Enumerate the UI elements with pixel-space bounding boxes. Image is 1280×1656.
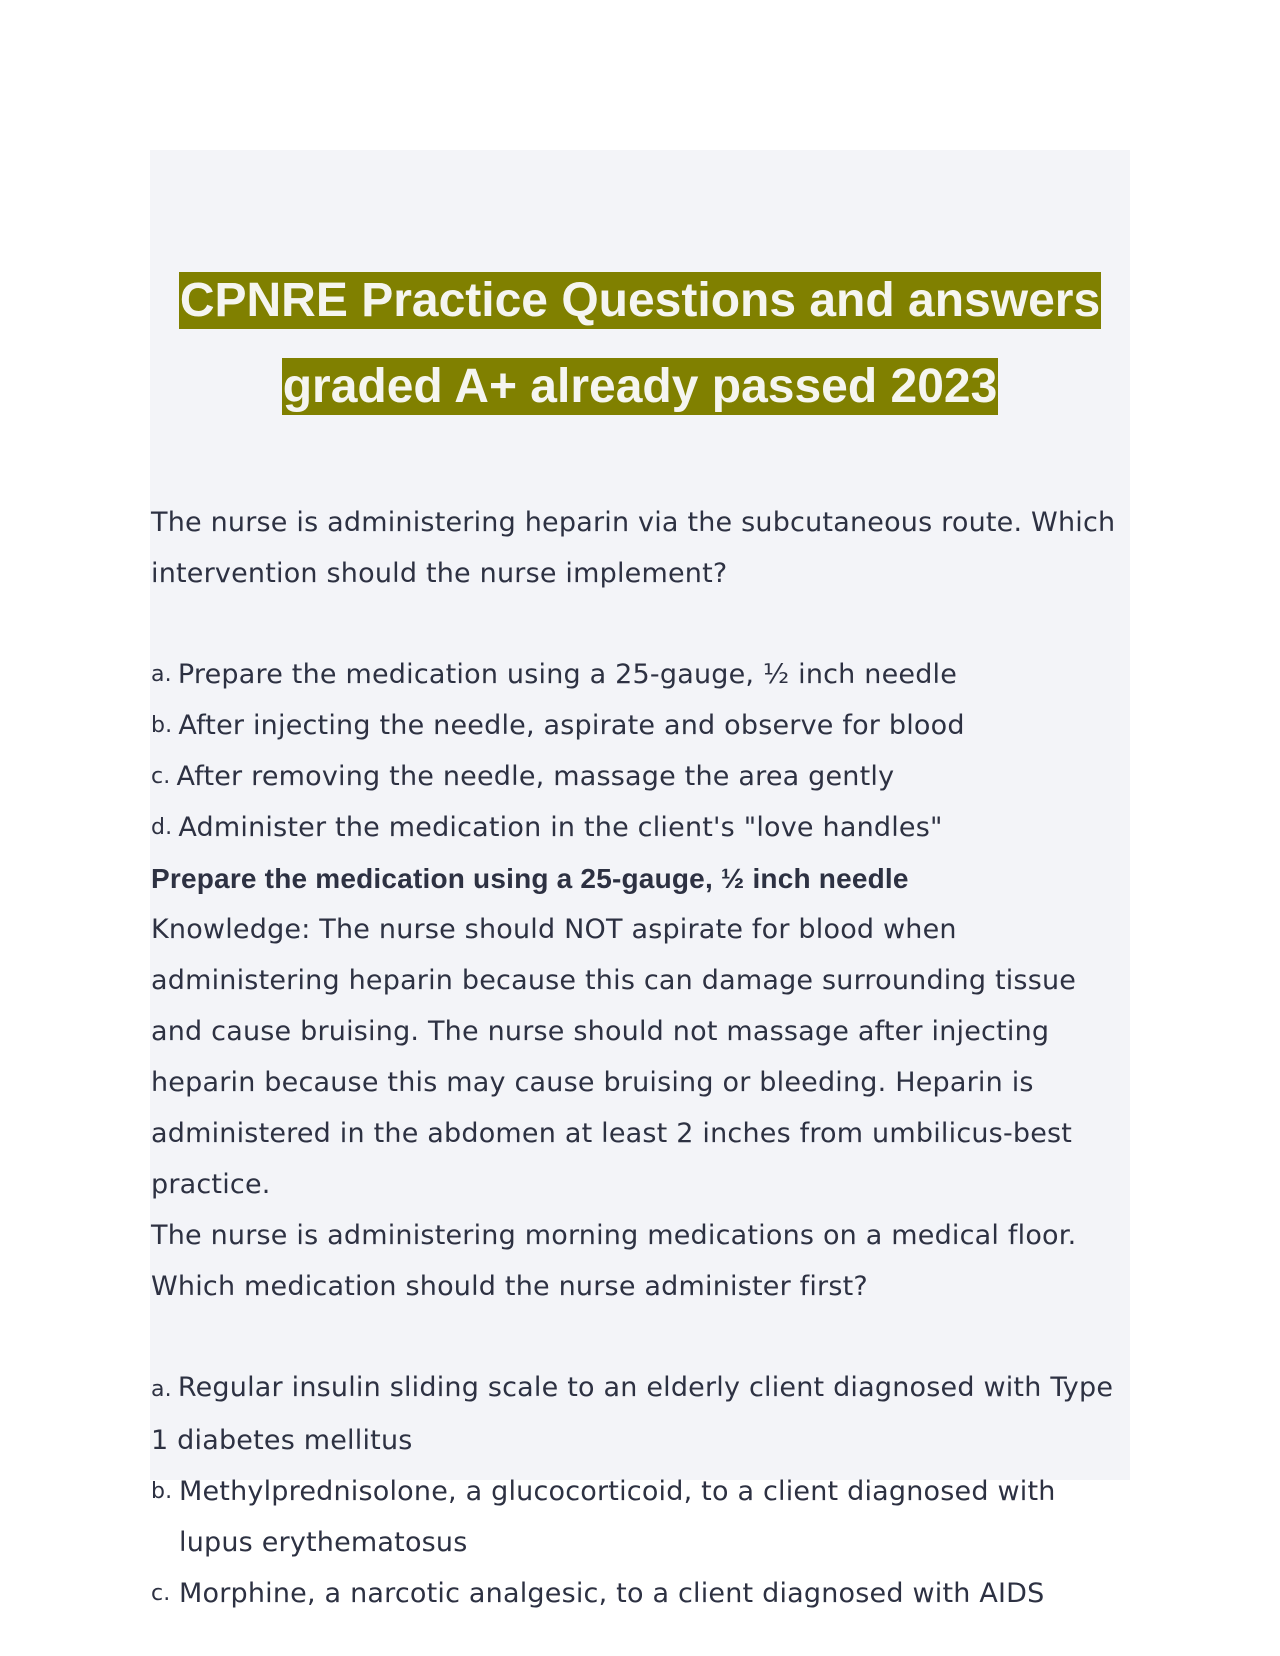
document-title (150, 258, 1130, 430)
question-2-option-a (151, 1362, 1131, 1466)
question-2-text: The nurse is administering morning medications on a medical floor. Which medication should the nurse administer first? (151, 1220, 1077, 1302)
question-1-text: The nurse is administering heparin via the subcutaneous route. Which intervention should the nurse implement? (151, 507, 1116, 589)
option-letter: d. (151, 815, 173, 840)
question-1-rationale: Knowledge: The nurse should NOT aspirate for blood when administering heparin because this can damage surrounding tissue and cause bruising. The nurse should not massage after injecting heparin because this may cause bruising or bleeding. Heparin is administered in the abdomen at least 2 inches from umbilicus-best practice. (151, 914, 1077, 1200)
option-text: Prepare the medication using a 25-gauge, ½ inch needle (177, 659, 958, 690)
question-2-option-c (151, 1568, 1131, 1619)
option-letter: a. (151, 662, 172, 687)
question-2-option-b (151, 1466, 1131, 1568)
document-body (151, 497, 1131, 1619)
option-letter: c. (151, 1581, 171, 1606)
option-text: Morphine, a narcotic analgesic, to a client diagnosed with AIDS (179, 1578, 1045, 1609)
option-letter: b. (151, 1479, 173, 1504)
option-text: Methylprednisolone, a glucocorticoid, to a client diagnosed with lupus erythematosus (179, 1476, 1056, 1558)
option-text: After injecting the needle, aspirate and observe for blood (178, 710, 965, 741)
question-1-option-c (151, 751, 1131, 802)
option-text: Administer the medication in the client's "love handles" (178, 812, 943, 843)
question-1-option-a (151, 649, 1131, 700)
question-1-option-b (151, 700, 1131, 751)
option-text: Regular insulin sliding scale to an elderly client diagnosed with Type 1 diabetes mellitus (151, 1372, 1114, 1456)
option-letter: b. (151, 713, 173, 738)
option-letter: a. (151, 1377, 172, 1402)
option-letter: c. (151, 764, 171, 789)
title-line-1: CPNRE Practice Questions and answers (179, 274, 1101, 327)
title-line-2: graded A+ already passed 2023 (282, 360, 998, 413)
question-1-option-d (151, 802, 1131, 853)
question-1-answer: Prepare the medication using a 25-gauge, ½ inch needle (151, 863, 909, 894)
option-text: After removing the needle, massage the area gently (176, 761, 895, 792)
